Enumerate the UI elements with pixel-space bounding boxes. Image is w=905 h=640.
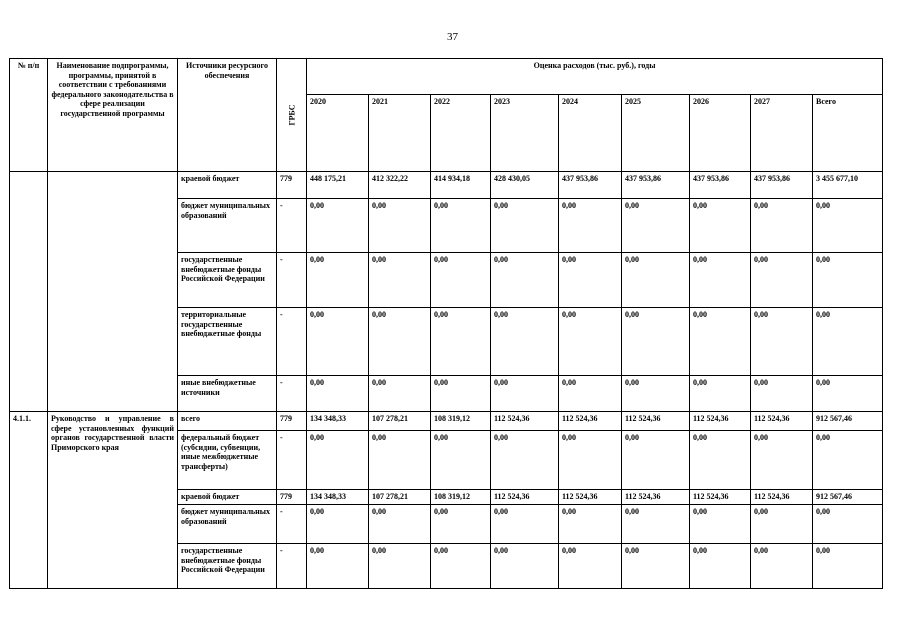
year-value: 0,00: [431, 308, 491, 376]
year-value: 0,00: [622, 253, 690, 308]
year-value: 437 953,86: [622, 172, 690, 199]
table-row: [10, 172, 883, 199]
year-value: 0,00: [431, 253, 491, 308]
header-year: Всего: [813, 95, 883, 172]
funding-source: федеральный бюджет (субсидии, субвенции, иные межбюджетные трансферты): [178, 431, 277, 490]
year-value: 0,00: [491, 505, 559, 544]
year-value: 0,00: [690, 308, 751, 376]
year-value: 0,00: [751, 199, 813, 253]
year-value: 437 953,86: [559, 172, 622, 199]
year-value: 107 278,21: [369, 490, 431, 505]
year-value: 112 524,36: [690, 412, 751, 431]
year-value: 0,00: [690, 199, 751, 253]
total-value: 0,00: [813, 544, 883, 589]
funding-source: краевой бюджет: [178, 172, 277, 199]
year-value: 0,00: [307, 199, 369, 253]
funding-source: территориальные государственные внебюджетные фонды: [178, 308, 277, 376]
header-year: 2023: [491, 95, 559, 172]
year-value: 0,00: [431, 199, 491, 253]
year-value: 437 953,86: [751, 172, 813, 199]
total-value: 912 567,46: [813, 412, 883, 431]
year-value: 0,00: [559, 505, 622, 544]
year-value: 0,00: [622, 431, 690, 490]
header-year: 2026: [690, 95, 751, 172]
total-value: 912 567,46: [813, 490, 883, 505]
year-value: 0,00: [369, 253, 431, 308]
grbs-code: 779: [277, 490, 307, 505]
year-value: 0,00: [559, 253, 622, 308]
year-value: 0,00: [491, 544, 559, 589]
year-value: 0,00: [690, 376, 751, 412]
header-year: 2027: [751, 95, 813, 172]
year-value: 0,00: [622, 308, 690, 376]
year-value: 0,00: [559, 431, 622, 490]
year-value: 134 348,33: [307, 412, 369, 431]
header-year: 2024: [559, 95, 622, 172]
header-num: № п/п: [10, 59, 48, 172]
year-value: 108 319,12: [431, 412, 491, 431]
funding-source: бюджет муниципальных образований: [178, 199, 277, 253]
year-value: 0,00: [690, 253, 751, 308]
year-value: 414 934,18: [431, 172, 491, 199]
year-value: 0,00: [307, 505, 369, 544]
header-year: 2025: [622, 95, 690, 172]
year-value: 112 524,36: [751, 412, 813, 431]
year-value: 134 348,33: [307, 490, 369, 505]
year-value: 428 430,05: [491, 172, 559, 199]
year-value: 0,00: [751, 253, 813, 308]
year-value: 0,00: [431, 376, 491, 412]
header-grbs-label: ГРБС: [286, 104, 296, 126]
year-value: 0,00: [622, 505, 690, 544]
year-value: 0,00: [491, 253, 559, 308]
year-value: 412 322,22: [369, 172, 431, 199]
total-value: 0,00: [813, 253, 883, 308]
total-value: 0,00: [813, 431, 883, 490]
budget-table: [9, 58, 883, 589]
year-value: 0,00: [622, 544, 690, 589]
year-value: 0,00: [431, 505, 491, 544]
page-number: 37: [447, 31, 458, 43]
year-value: 0,00: [622, 199, 690, 253]
row-number: [10, 172, 48, 412]
year-value: 107 278,21: [369, 412, 431, 431]
year-value: 0,00: [307, 431, 369, 490]
header-year: 2021: [369, 95, 431, 172]
year-value: 0,00: [491, 199, 559, 253]
program-name: Руководство и управление в сфере установленных функций органов государственной власти Приморского края: [48, 412, 178, 589]
year-value: 112 524,36: [622, 412, 690, 431]
year-value: 0,00: [307, 376, 369, 412]
grbs-code: -: [277, 544, 307, 589]
header-sources: Источники ресурсного обеспечения: [178, 59, 277, 172]
total-value: 0,00: [813, 376, 883, 412]
year-value: 0,00: [751, 431, 813, 490]
header-year: 2020: [307, 95, 369, 172]
funding-source: краевой бюджет: [178, 490, 277, 505]
total-value: 0,00: [813, 505, 883, 544]
year-value: 0,00: [307, 544, 369, 589]
year-value: 112 524,36: [690, 490, 751, 505]
table-row: [10, 412, 883, 431]
funding-source: бюджет муниципальных образований: [178, 505, 277, 544]
year-value: 112 524,36: [559, 490, 622, 505]
year-value: 0,00: [369, 199, 431, 253]
funding-source: государственные внебюджетные фонды Российской Федерации: [178, 253, 277, 308]
year-value: 0,00: [369, 376, 431, 412]
year-value: 0,00: [559, 544, 622, 589]
grbs-code: 779: [277, 172, 307, 199]
year-value: 0,00: [751, 544, 813, 589]
funding-source: иные внебюджетные источники: [178, 376, 277, 412]
year-value: 0,00: [751, 505, 813, 544]
year-value: 0,00: [559, 308, 622, 376]
grbs-code: -: [277, 431, 307, 490]
year-value: 0,00: [369, 505, 431, 544]
year-value: 0,00: [491, 431, 559, 490]
year-value: 0,00: [622, 376, 690, 412]
year-value: 0,00: [751, 376, 813, 412]
total-value: 0,00: [813, 308, 883, 376]
year-value: 0,00: [431, 544, 491, 589]
year-value: 112 524,36: [622, 490, 690, 505]
header-grbs: [277, 59, 307, 172]
grbs-code: 779: [277, 412, 307, 431]
year-value: 0,00: [559, 376, 622, 412]
year-value: 0,00: [690, 505, 751, 544]
year-value: 112 524,36: [491, 412, 559, 431]
year-value: 448 175,21: [307, 172, 369, 199]
funding-source: государственные внебюджетные фонды Российской Федерации: [178, 544, 277, 589]
header-year: 2022: [431, 95, 491, 172]
year-value: 437 953,86: [690, 172, 751, 199]
year-value: 0,00: [431, 431, 491, 490]
year-value: 108 319,12: [431, 490, 491, 505]
row-number: 4.1.1.: [10, 412, 48, 589]
year-value: 112 524,36: [559, 412, 622, 431]
year-value: 0,00: [491, 376, 559, 412]
year-value: 0,00: [369, 544, 431, 589]
total-value: 3 455 677,10: [813, 172, 883, 199]
grbs-code: -: [277, 199, 307, 253]
year-value: 112 524,36: [751, 490, 813, 505]
header-name: Наименование подпрограммы, программы, принятой в соответствии с требованиями федерального законодательства в сфере реализации государственной программы: [48, 59, 178, 172]
grbs-code: -: [277, 505, 307, 544]
year-value: 0,00: [690, 544, 751, 589]
year-value: 0,00: [690, 431, 751, 490]
program-name: [48, 172, 178, 412]
year-value: 0,00: [369, 308, 431, 376]
total-value: 0,00: [813, 199, 883, 253]
year-value: 0,00: [307, 253, 369, 308]
header-estimate: Оценка расходов (тыс. руб.), годы: [307, 59, 883, 95]
year-value: 0,00: [559, 199, 622, 253]
year-value: 112 524,36: [491, 490, 559, 505]
grbs-code: -: [277, 253, 307, 308]
year-value: 0,00: [751, 308, 813, 376]
grbs-code: -: [277, 308, 307, 376]
funding-source: всего: [178, 412, 277, 431]
grbs-code: -: [277, 376, 307, 412]
year-value: 0,00: [491, 308, 559, 376]
year-value: 0,00: [369, 431, 431, 490]
year-value: 0,00: [307, 308, 369, 376]
